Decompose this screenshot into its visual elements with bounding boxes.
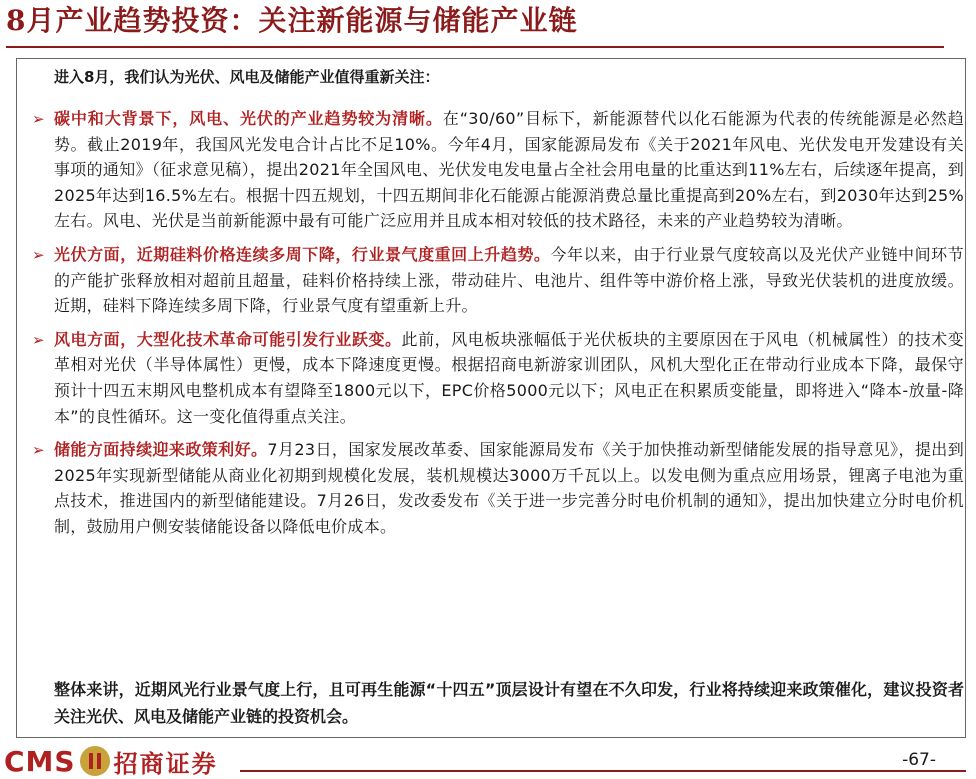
bullet-highlight: 风电方面，大型化技术革命可能引发行业跃变。 (54, 329, 402, 349)
bullet-list (32, 106, 964, 548)
bullet-highlight: 碳中和大背景下，风电、光伏的产业趋势较为清晰。 (54, 109, 443, 128)
bullet-text: 今年以来，由于行业景气度较高以及光伏产业链中间环节的产能扩张释放相对超前且超量，硅料价格持续上涨，带动硅片、电池片、组件等中游价格上涨，导致光伏装机的进度放缓。近期，硅料下降连续多周下降，行业景气度有望重新上升。 (54, 244, 964, 316)
arrow-bullet-icon: ➢ (32, 110, 45, 128)
bullet-body (54, 106, 964, 234)
bullet-text: 7月23日，国家发展改革委、国家能源局发布《关于加快推动新型储能发展的指导意见》，提出到2025年实现新型储能从商业化初期到规模化发展，装机规模达3000万千瓦以上。以发电侧为重点应用场景，锂离子电池为重点技术，推进国内的新型储能建设。7月26日，发改委发布《关于进一步完善分时电价机制的通知》，提出加快建立分时电价机制，鼓励用户侧安装储能设备以降低电价成本。 (54, 440, 964, 536)
arrow-bullet-icon: ➢ (32, 245, 45, 264)
bullet-highlight: 光伏方面，近期硅料价格连续多周下降，行业景气度重回上升趋势。 (54, 244, 551, 264)
bullet-text: 在“30/60”目标下，新能源替代以化石能源为代表的传统能源是必然趋势。截止2019年，我国风光发电合计占比不足10%。今年4月，国家能源局发布《关于2021年风电、光伏发电开发建设有关事项的通知》（征求意见稿），提出2021年全国风电、光伏发电发电量占全社会用电量的比重达到11%左右，后续逐年提高，到2025年达到16.5%左右。根据十四五规划，十四五期间非化石能源占能源消费总量比重提高到20%左右，到2030年达到25%左右。风电、光伏是当前新能源中最有可能广泛应用并且成本相对较低的技术路径，未来的产业趋势较为清晰。 (54, 109, 964, 231)
bullet-body (54, 327, 964, 429)
bullet-item-wind (32, 327, 964, 429)
intro-text: 进入8月，我们认为光伏、风电及储能产业值得重新关注： (54, 68, 440, 86)
bullet-item-storage (32, 437, 964, 539)
bullet-item-wind-solar-trend (32, 106, 964, 234)
bullet-body (54, 437, 964, 539)
arrow-bullet-icon: ➢ (32, 441, 45, 460)
conclusion-text: 整体来讲，近期风光行业景气度上行，且可再生能源“十四五”顶层设计有望在不久印发，行业将持续迎来政策催化，建议投资者关注光伏、风电及储能产业链的投资机会。 (54, 680, 964, 726)
bullet-item-solar (32, 242, 964, 319)
logo-text: CMS (4, 744, 76, 778)
page-number: -67- (902, 750, 936, 770)
footer-divider (240, 770, 966, 772)
bullet-highlight: 储能方面持续迎来政策利好。 (54, 440, 268, 460)
seal-icon (80, 746, 110, 776)
bullet-text: 此前，风电板块涨幅低于光伏板块的主要原因在于风电（机械属性）的技术变革相对光伏（半导体属性）更慢，成本下降速度更慢。根据招商电新游家训团队，风机大型化正在带动行业成本下降，最保守预计十四五末期风电整机成本有望降至1800元以下，EPC价格5000元以下；风电正在积累质变能量，即将进入“降本-放量-降本”的良性循环。这一变化值得重点关注。 (54, 329, 964, 426)
title-divider (6, 46, 944, 48)
company-logo (4, 744, 218, 778)
bullet-body (54, 242, 964, 319)
page-title: 8月产业趋势投资：关注新能源与储能产业链 (6, 4, 578, 37)
brand-name: 招商证券 (113, 748, 218, 778)
arrow-bullet-icon: ➢ (32, 330, 45, 349)
